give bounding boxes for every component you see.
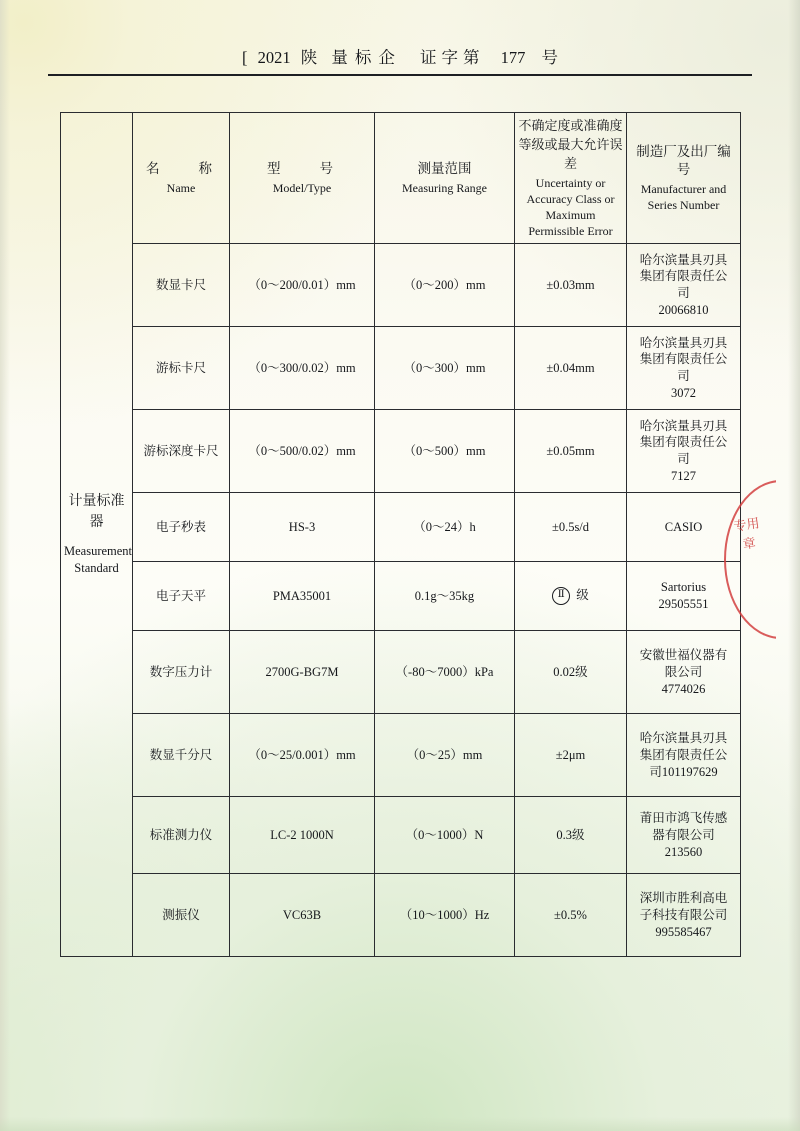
header-number: 177 xyxy=(500,48,526,67)
cell-uncertainty: ±0.04mm xyxy=(515,327,627,410)
cell-manufacturer-line: 司 xyxy=(677,452,690,467)
header-unit: 号 xyxy=(541,48,558,67)
cell-model: （0～200/0.01）mm xyxy=(230,244,375,327)
cell-range: （0～300）mm xyxy=(375,327,515,410)
cell-uncertainty: ±0.5s/d xyxy=(515,493,627,562)
cell-model: （0～300/0.02）mm xyxy=(230,327,375,410)
page-edge-bottom xyxy=(0,1117,800,1131)
table-row xyxy=(61,410,741,493)
cell-name: 电子天平 xyxy=(133,562,230,631)
column-header-uncertainty-en: Uncertainty or Accuracy Class or Maximum Permissible Error xyxy=(526,175,615,239)
cell-name: 游标卡尺 xyxy=(133,327,230,410)
cell-manufacturer-line: 深圳市胜利高电 xyxy=(639,890,728,905)
standards-table-wrapper xyxy=(60,112,740,957)
header-mid: 量标企 xyxy=(331,48,402,67)
cell-manufacturer-serial: 4774026 xyxy=(661,681,706,696)
cell-name: 电子秒表 xyxy=(133,493,230,562)
cell-manufacturer-line: 集团有限责任公 xyxy=(639,352,728,367)
cell-manufacturer-line: 限公司 xyxy=(664,664,703,679)
cell-manufacturer-line: 集团有限责任公 xyxy=(639,747,728,762)
cell-uncertainty: ±0.03mm xyxy=(515,244,627,327)
page-header xyxy=(0,44,800,68)
column-header-range xyxy=(375,113,515,244)
cell-model: 2700G-BG7M xyxy=(230,631,375,714)
cell-manufacturer-line: 集团有限责任公 xyxy=(639,435,728,450)
header-rule xyxy=(48,74,752,76)
cell-manufacturer xyxy=(627,562,741,631)
cell-manufacturer-line: 哈尔滨量具刃具 xyxy=(639,730,728,745)
table-row xyxy=(61,797,741,874)
accuracy-class-label: 级 xyxy=(576,588,589,603)
accuracy-class-mark: Ⅱ xyxy=(552,587,570,605)
table-row xyxy=(61,631,741,714)
cell-uncertainty: 0.02级 xyxy=(515,631,627,714)
row-label-en: Measurement Standard xyxy=(64,544,133,575)
row-label-measurement-standard xyxy=(61,113,133,957)
column-header-model xyxy=(230,113,375,244)
cell-manufacturer-line: 哈尔滨量具刃具 xyxy=(639,418,728,433)
cell-manufacturer-serial: 995585467 xyxy=(655,924,712,939)
header-province: 陕 xyxy=(300,48,318,67)
cell-manufacturer-line: 哈尔滨量具刃具 xyxy=(639,252,728,267)
cell-model: PMA35001 xyxy=(230,562,375,631)
column-header-model-cn: 型 号 xyxy=(267,161,337,177)
cell-uncertainty: ±2μm xyxy=(515,714,627,797)
column-header-uncertainty xyxy=(515,113,627,244)
column-header-range-cn: 测量范围 xyxy=(417,161,472,177)
column-header-name xyxy=(133,113,230,244)
cell-manufacturer-line: 器有限公司 xyxy=(652,827,715,842)
cell-manufacturer-serial: 7127 xyxy=(671,469,696,484)
cell-manufacturer xyxy=(627,410,741,493)
cell-name: 标准测力仪 xyxy=(133,797,230,874)
table-row xyxy=(61,327,741,410)
column-header-uncertainty-cn: 不确定度或准确度等级或最大允许误差 xyxy=(518,118,623,171)
cell-manufacturer xyxy=(627,631,741,714)
seal-text: 专用章 xyxy=(732,515,761,552)
cell-name: 游标深度卡尺 xyxy=(133,410,230,493)
table-row xyxy=(61,244,741,327)
column-header-manufacturer-en: Manufacturer and Series Number xyxy=(640,181,727,212)
cell-uncertainty: ±0.5% xyxy=(515,874,627,957)
cell-uncertainty xyxy=(515,562,627,631)
cell-manufacturer xyxy=(627,493,741,562)
cell-manufacturer-line: 哈尔滨量具刃具 xyxy=(639,335,728,350)
cell-model: VC63B xyxy=(230,874,375,957)
cell-manufacturer-line: 莆田市鸿飞传感 xyxy=(639,810,728,825)
cell-manufacturer xyxy=(627,714,741,797)
cell-manufacturer-serial: 20066810 xyxy=(658,303,709,318)
table-row xyxy=(61,874,741,957)
table-row xyxy=(61,714,741,797)
column-header-manufacturer-cn: 制造厂及出厂编号 xyxy=(636,144,731,178)
cell-manufacturer-line: 安徽世福仪器有 xyxy=(639,647,728,662)
cell-range: （-80～7000）kPa xyxy=(375,631,515,714)
cell-range: （0～500）mm xyxy=(375,410,515,493)
header-bracket-open: [ xyxy=(242,48,248,67)
table-header-row xyxy=(61,113,741,244)
cell-range: （10～1000）Hz xyxy=(375,874,515,957)
cell-model: （0～25/0.001）mm xyxy=(230,714,375,797)
column-header-range-en: Measuring Range xyxy=(402,180,487,195)
cell-model: LC-2 1000N xyxy=(230,797,375,874)
cell-manufacturer-serial: 29505551 xyxy=(658,597,709,612)
cell-uncertainty: 0.3级 xyxy=(515,797,627,874)
header-year: 2021 xyxy=(257,48,291,67)
cell-manufacturer-line: CASIO xyxy=(664,519,703,534)
cell-manufacturer-line: 集团有限责任公 xyxy=(639,269,728,284)
column-header-name-en: Name xyxy=(166,180,196,195)
cell-manufacturer-line: 子科技有限公司 xyxy=(639,907,728,922)
cell-name: 测振仪 xyxy=(133,874,230,957)
cell-manufacturer-serial: 213560 xyxy=(664,844,703,859)
cell-range: （0～200）mm xyxy=(375,244,515,327)
standards-table xyxy=(60,112,741,957)
cell-manufacturer xyxy=(627,797,741,874)
cell-manufacturer xyxy=(627,874,741,957)
column-header-model-en: Model/Type xyxy=(272,180,332,195)
cell-range: （0～25）mm xyxy=(375,714,515,797)
cell-manufacturer-serial: 司101197629 xyxy=(649,764,718,779)
header-cert: 证字第 xyxy=(420,48,485,67)
cell-name: 数字压力计 xyxy=(133,631,230,714)
column-header-manufacturer xyxy=(627,113,741,244)
cell-manufacturer-serial: 3072 xyxy=(671,386,696,401)
page-edge-left xyxy=(0,0,10,1131)
cell-uncertainty: ±0.05mm xyxy=(515,410,627,493)
cell-range: （0～1000）N xyxy=(375,797,515,874)
cell-manufacturer-line: Sartorius xyxy=(660,580,707,595)
page-edge-right xyxy=(788,0,800,1131)
row-label-cn: 计量标准器 xyxy=(68,494,125,530)
cell-manufacturer-line: 司 xyxy=(677,286,690,301)
cell-name: 数显千分尺 xyxy=(133,714,230,797)
cell-manufacturer xyxy=(627,244,741,327)
cell-name: 数显卡尺 xyxy=(133,244,230,327)
column-header-name-cn: 名 称 xyxy=(146,161,216,177)
cell-range: （0～24）h xyxy=(375,493,515,562)
cell-manufacturer xyxy=(627,327,741,410)
cell-range: 0.1g～35kg xyxy=(375,562,515,631)
cell-manufacturer-line: 司 xyxy=(677,369,690,384)
cell-model: HS-3 xyxy=(230,493,375,562)
table-row xyxy=(61,493,741,562)
cell-model: （0～500/0.02）mm xyxy=(230,410,375,493)
table-row xyxy=(61,562,741,631)
